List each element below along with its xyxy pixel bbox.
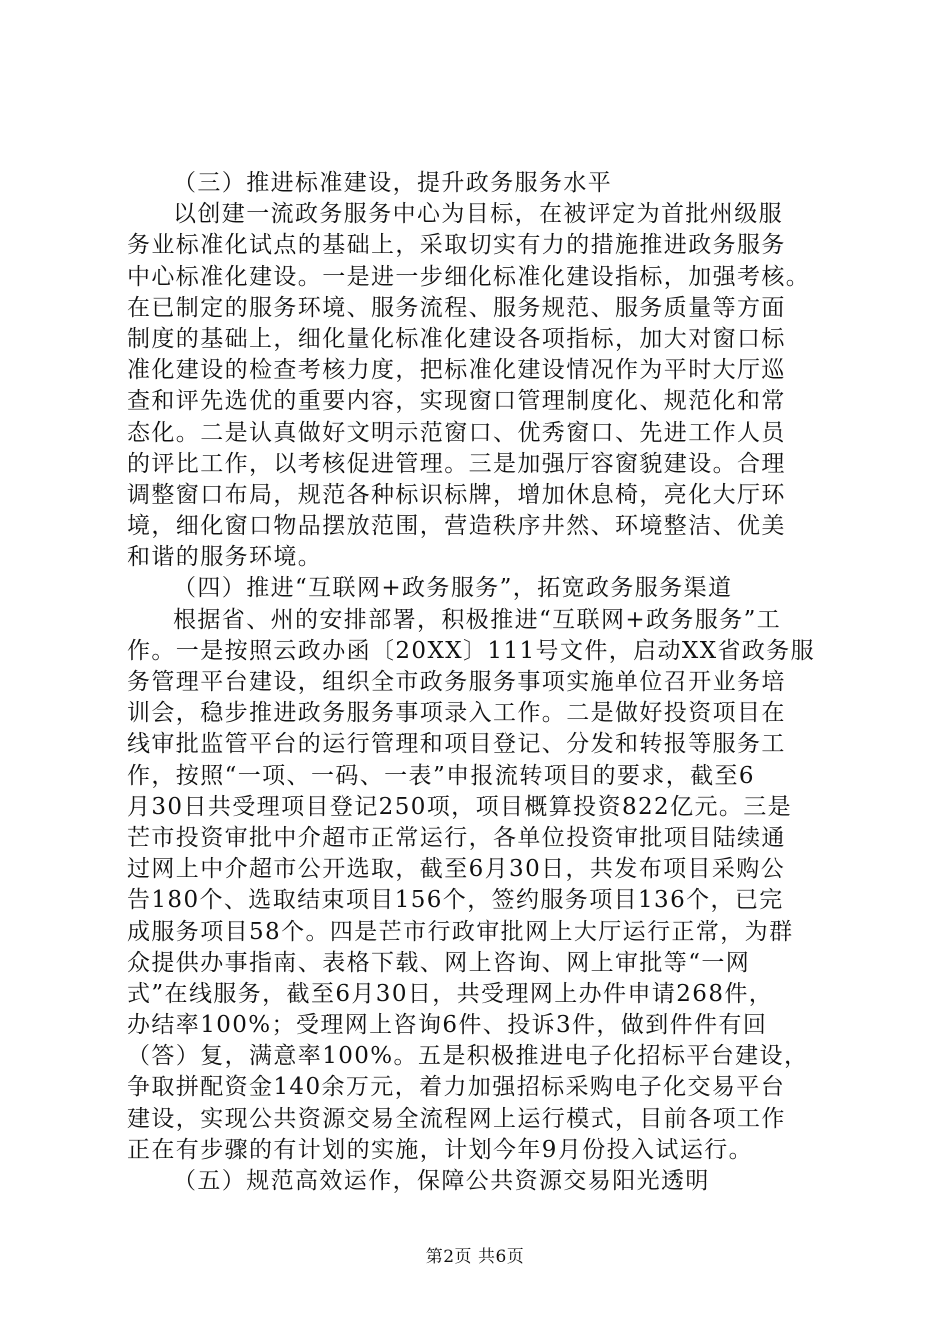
paragraph-line: 争取拼配资金140余万元，着力加强招标采购电子化交易平台 — [127, 1074, 786, 1101]
paragraph-line: 正在有步骤的有计划的实施，计划今年9月份投入试运行。 — [127, 1136, 754, 1163]
paragraph-line: 在已制定的服务环境、服务流程、服务规范、服务质量等方面 — [127, 294, 786, 321]
paragraph-line: 和谐的服务环境。 — [127, 544, 323, 571]
paragraph-line: 告180个、选取结束项目156个，签约服务项目136个，已完 — [127, 887, 784, 914]
paragraph-line: 作。一是按照云政办函〔20XX〕111号文件，启动XX省政务服 — [127, 637, 816, 664]
paragraph-line: 训会，稳步推进政务服务事项录入工作。二是做好投资项目在 — [127, 700, 786, 727]
paragraph-line: 众提供办事指南、表格下载、网上咨询、网上审批等“一网 — [127, 949, 751, 976]
page-footer: 第2页 共6页 — [425, 1247, 525, 1267]
paragraph-line: 准化建设的检查考核力度，把标准化建设情况作为平时大厅巡 — [127, 357, 786, 384]
paragraph-line: 务管理平台建设，组织全市政务服务事项实施单位召开业务培 — [127, 669, 786, 695]
document-body — [127, 168, 847, 1197]
paragraph-line: （答）复，满意率100%。五是积极推进电子化招标平台建设， — [127, 1043, 809, 1070]
paragraph-line: 中心标准化建设。一是进一步细化标准化建设指标，加强考核。 — [127, 263, 811, 290]
paragraph-line: 根据省、州的安排部署，积极推进“互联网+政务服务”工 — [173, 606, 782, 633]
paragraph-line: 制度的基础上，细化量化标准化建设各项指标，加大对窗口标 — [127, 325, 786, 352]
paragraph-line: 月30日共受理项目登记250项，项目概算投资822亿元。三是 — [127, 793, 793, 820]
paragraph-line: 调整窗口布局，规范各种标识标牌，增加休息椅，亮化大厅环 — [127, 481, 786, 508]
paragraph-line: 境，细化窗口物品摆放范围，营造秩序井然、环境整洁、优美 — [127, 513, 786, 540]
paragraph-line: 式”在线服务，截至6月30日，共受理网上办件申请268件， — [127, 980, 774, 1007]
paragraph-line: 建设，实现公共资源交易全流程网上运行模式，目前各项工作 — [127, 1105, 786, 1132]
paragraph-line: 成服务项目58个。四是芒市行政审批网上大厅运行正常，为群 — [127, 918, 794, 945]
paragraph-line: 线审批监管平台的运行管理和项目登记、分发和转报等服务工 — [127, 731, 786, 758]
paragraph-line: 办结率100%；受理网上咨询6件、投诉3件，做到件件有回 — [127, 1012, 768, 1039]
paragraph-line: 作，按照“一项、一码、一表”申报流转项目的要求，截至6 — [127, 762, 755, 789]
section-heading: （三）推进标准建设，提升政务服务水平 — [173, 170, 613, 196]
section-heading: （五）规范高效运作，保障公共资源交易阳光透明 — [173, 1168, 710, 1194]
paragraph-line: 过网上中介超市公开选取，截至6月30日，共发布项目采购公 — [127, 856, 786, 883]
paragraph-line: 态化。二是认真做好文明示范窗口、优秀窗口、先进工作人员 — [127, 419, 786, 446]
paragraph-line: 的评比工作，以考核促进管理。三是加强厅容窗貌建设。合理 — [127, 450, 786, 477]
paragraph-line: 芒市投资审批中介超市正常运行，各单位投资审批项目陆续通 — [127, 824, 786, 851]
paragraph-line: 查和评先选优的重要内容，实现窗口管理制度化、规范化和常 — [127, 388, 786, 415]
paragraph-line: 以创建一流政务服务中心为目标，在被评定为首批州级服 — [173, 201, 783, 228]
paragraph-line: 务业标准化试点的基础上，采取切实有力的措施推进政务服务 — [127, 232, 786, 259]
section-heading: （四）推进“互联网+政务服务”，拓宽政务服务渠道 — [173, 575, 733, 602]
